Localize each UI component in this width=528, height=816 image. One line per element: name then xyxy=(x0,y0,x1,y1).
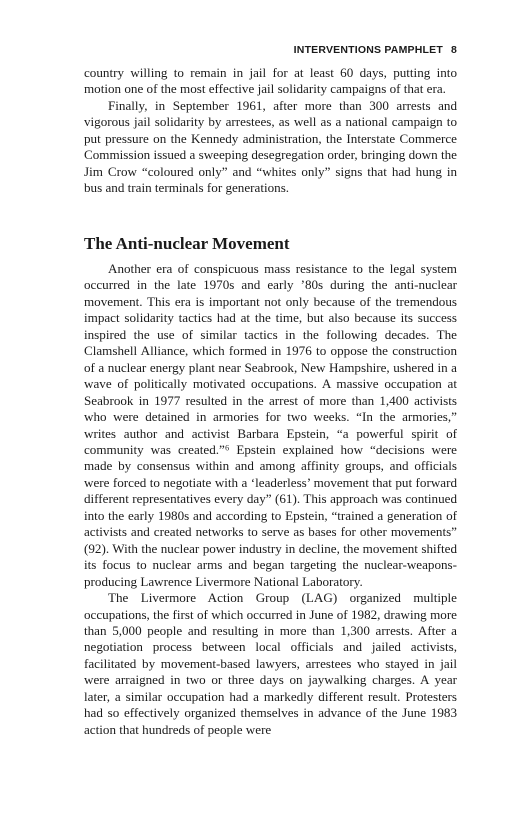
paragraph: Another era of conspicuous mass resistance to the legal system occurred in the late 1970s and early ’80s during the anti-nuclear movement. This era is important not only because of the tremendous impact solidarity tactics had at the time, but also because its success inspired the use of similar tactics in the following decades. The Clamshell Alliance, which formed in 1976 to oppose the construction of a nuclear energy plant near Seabrook, New Hampshire, ushered in a wave of politically motivated occupations. A massive occupation at Seabrook in 1977 resulted in the arrest of more than 1,400 activists who were detained in armories for two weeks. “In the armories,” writes author and activist Barbara Epstein, “a powerful spirit of community was created.”⁶ Epstein explained how “decisions were made by consensus within and among affinity groups, and officials were forced to negotiate with a ‘leaderless’ movement that put forward different representatives every day” (61). This approach was continued into the early 1980s and according to Epstein, “trained a generation of activists and created networks to serve as bases for other movements” (92). With the nuclear power industry in decline, the movement shifted its focus to nuclear arms and began targeting the nuclear-weapons-producing Lawrence Livermore National Laboratory. xyxy=(84,261,457,589)
text-block-section xyxy=(84,261,457,738)
running-title: INTERVENTIONS PAMPHLET xyxy=(293,44,443,56)
section-heading: The Anti-nuclear Movement xyxy=(84,234,290,253)
paragraph: Finally, in September 1961, after more than 300 arrests and vigorous jail solidarity by arrestees, as well as a national campaign to put pressure on the Kennedy administration, the Interstate Commerce Commission issued a sweeping desegregation order, bringing down the Jim Crow “coloured only” and “whites only” signs that had hung in bus and train terminals for generations. xyxy=(84,97,457,196)
paragraph-continued: country willing to remain in jail for at least 60 days, putting into motion one of the most effective jail solidarity campaigns of that era. xyxy=(84,65,457,97)
page-number: 8 xyxy=(450,44,457,56)
text-block-continuation xyxy=(84,65,457,197)
paragraph: The Livermore Action Group (LAG) organized multiple occupations, the first of which occurred in June of 1982, drawing more than 5,000 people and resulting in more than 1,300 arrests. After a negotiation process between local officials and jailed activists, facilitated by movement-based lawyers, arrestees who stayed in jail were arraigned in two or three days on jaywalking charges. A year later, a similar occupation had a markedly different result. Protesters had so effectively organized themselves in advance of the June 1983 action that hundreds of people were xyxy=(84,590,457,737)
running-header xyxy=(84,44,457,56)
